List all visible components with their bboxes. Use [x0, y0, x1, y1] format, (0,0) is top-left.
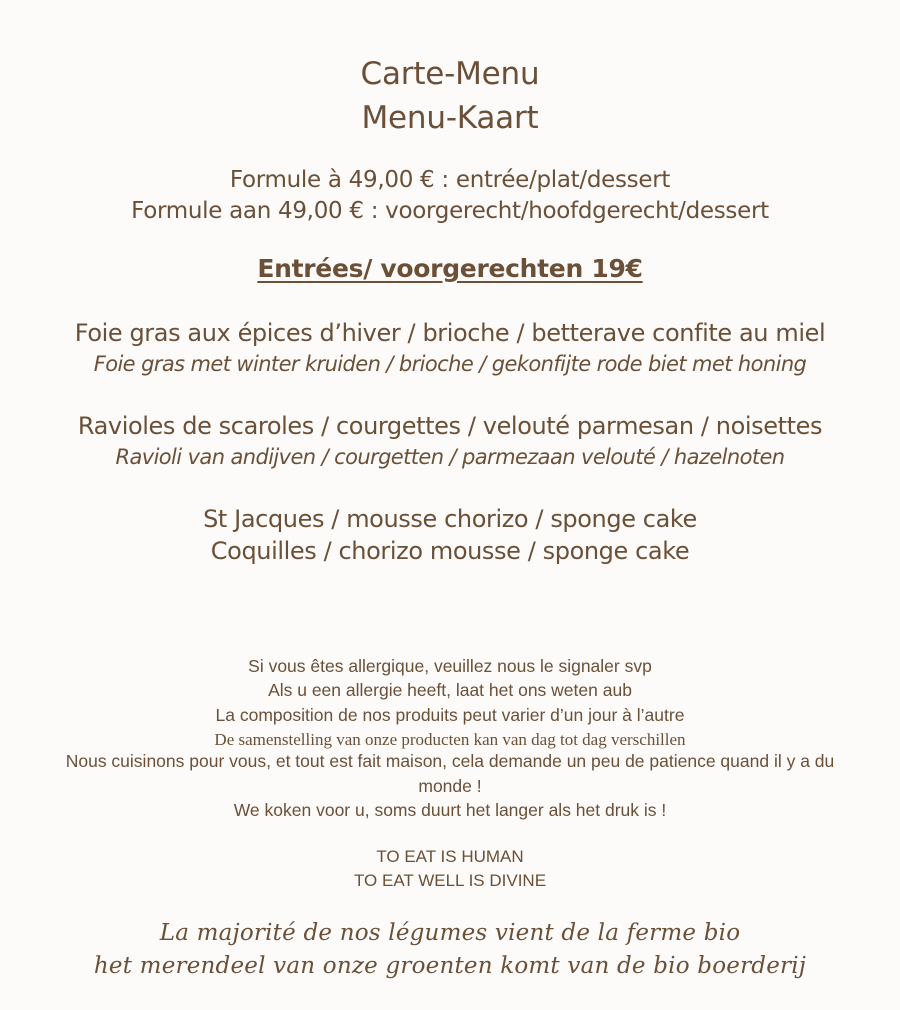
dish-2-fr: Ravioles de scaroles / courgettes / velouté parmesan / noisettes: [77, 412, 823, 440]
allergy-note-fr: Si vous êtes allergique, veuillez nous le signaler svp: [248, 656, 652, 676]
dish-3-nl: Coquilles / chorizo mousse / sponge cake: [210, 537, 690, 565]
bio-farm-note-nl: het merendeel van onze groenten komt van de bio boerderij: [93, 953, 807, 979]
motto-line-2: TO EAT WELL IS DIVINE: [353, 871, 547, 890]
allergy-note-nl: Als u een allergie heeft, laat het ons weten aub: [268, 680, 632, 700]
dish-3-fr: St Jacques / mousse chorizo / sponge cake: [203, 505, 697, 533]
section-heading-entrees: Entrées/ voorgerechten 19€: [257, 254, 643, 283]
bio-farm-note-fr: La majorité de nos légumes vient de la ferme bio: [159, 920, 741, 946]
patience-note-fr-line-2: monde !: [418, 776, 482, 796]
patience-note-nl: We koken voor u, soms duurt het langer als het druk is !: [233, 800, 667, 820]
menu-title-fr: Carte-Menu: [360, 56, 540, 92]
dish-1-nl: Foie gras met winter kruiden / brioche / gekonfijte rode biet met honing: [93, 352, 807, 376]
dish-2-nl: Ravioli van andijven / courgetten / parmezaan velouté / hazelnoten: [115, 445, 785, 469]
composition-note-fr: La composition de nos produits peut varier d’un jour à l’autre: [215, 705, 685, 725]
composition-note-nl: De samenstelling van onze producten kan van dag tot dag verschillen: [214, 730, 686, 749]
dish-1-fr: Foie gras aux épices d’hiver / brioche / betterave confite au miel: [74, 319, 826, 347]
menu-title-nl: Menu-Kaart: [361, 100, 539, 136]
motto-line-1: TO EAT IS HUMAN: [376, 847, 524, 866]
formula-fr: Formule à 49,00 € : entrée/plat/dessert: [229, 167, 671, 193]
patience-note-fr-line-1: Nous cuisinons pour vous, et tout est fait maison, cela demande un peu de patience quand il y a du: [65, 751, 835, 771]
formula-nl: Formule aan 49,00 € : voorgerecht/hoofdgerecht/dessert: [131, 198, 769, 224]
